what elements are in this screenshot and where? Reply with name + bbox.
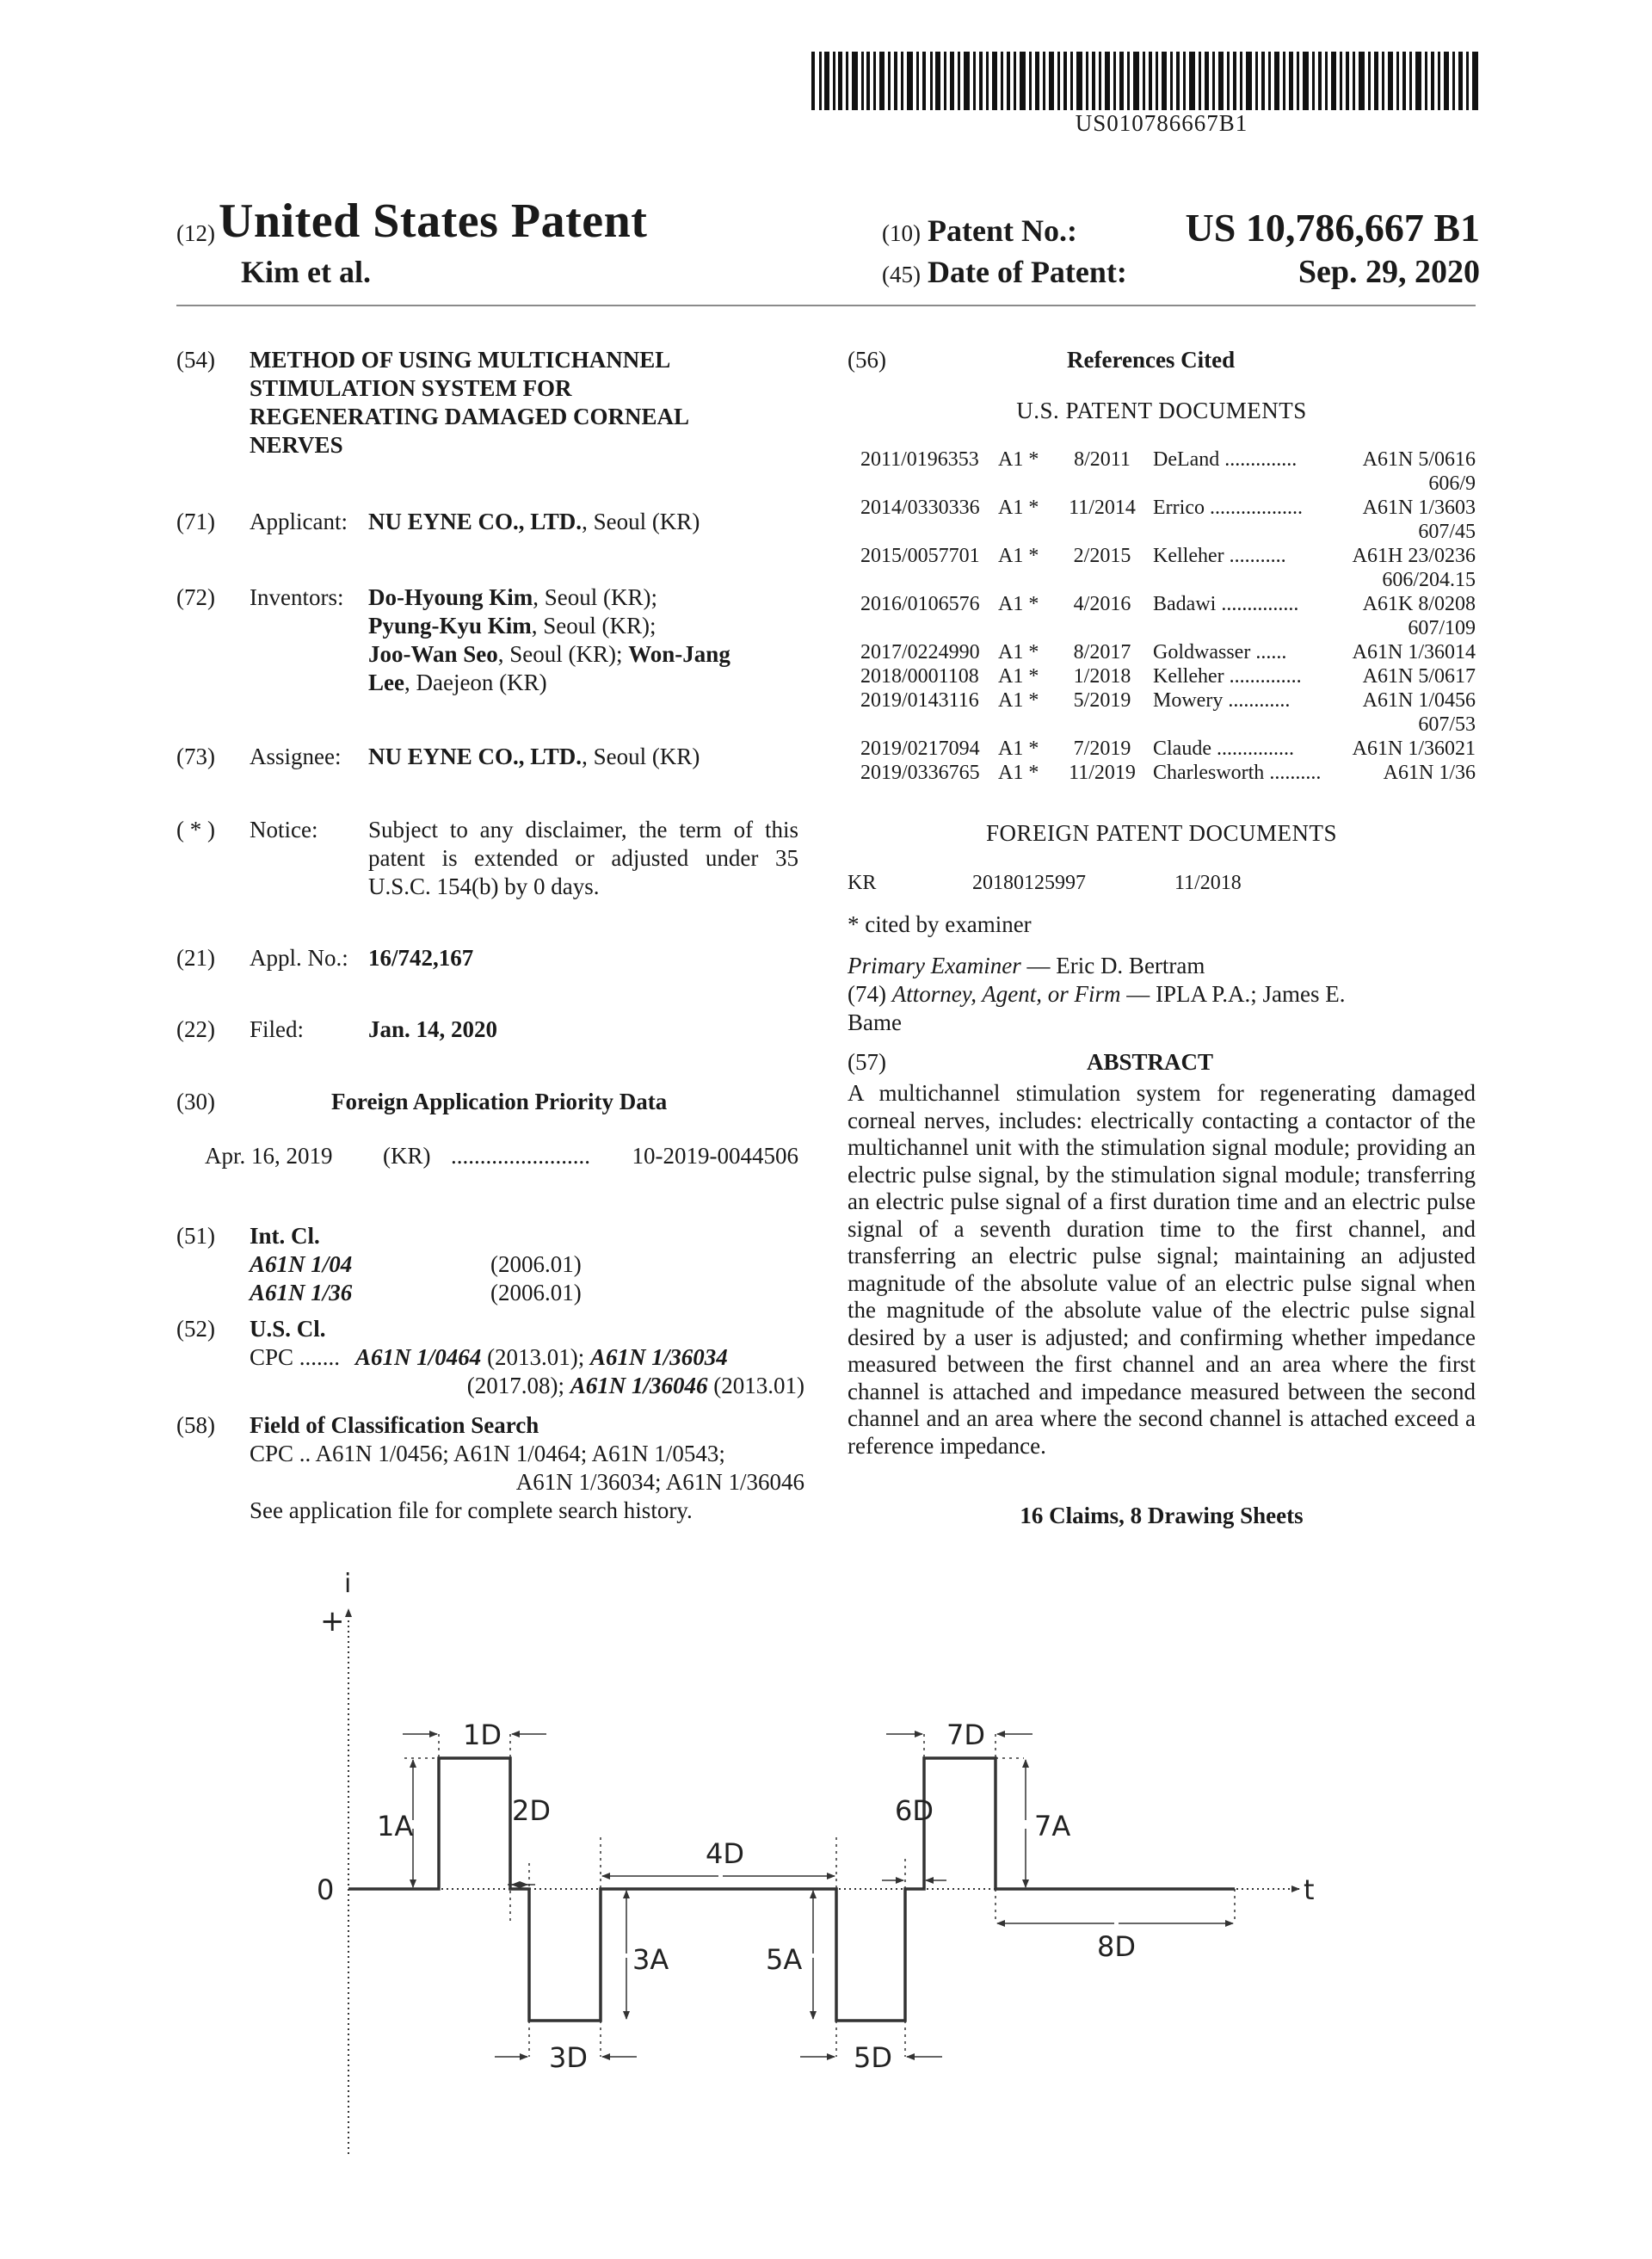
patent-date-label: Date of Patent: [927,255,1127,289]
field-72-inventors: (72) Inventors: Do-Hyoung Kim, Seoul (KR); Pyung-Kyu Kim, Seoul (KR); Joo-Wan Seo, Seoul (KR); Won-Jang Lee, Daejeon (KR) [176,584,730,695]
foreign-reference-row: KR 20180125997 11/2018 [848,872,1242,894]
field-51-int-cl: (51) Int. Cl. A61N 1/04 (2006.01) A61N 1/36 (2006.01) [176,1223,582,1305]
ref-cell: 5/2019 [1073,689,1131,712]
ref-entry: 2014/0330336 A1 * 11/2014 Errico .................. A61N 1/3603 607/45 [860,497,1476,543]
ref-cell [1153,737,1294,761]
table-row [860,761,1476,785]
table-row [860,688,1476,713]
ref-cell: ...... [1255,641,1287,664]
us-patent-documents-heading: U.S. PATENT DOCUMENTS [1016,398,1307,423]
ref-cell: Kelleher [1153,545,1224,567]
field-56-references: (56) References Cited [848,347,1236,373]
abstract-text: A multichannel stimulation system for regenerating damaged corneal nerves, includes: electrically contacting a contactor of the multichannel unit with the stimulation signal module; providing an electric pulse signal, by the stimulation signal module; transferring an electric pulse signal of a first duration time and an electric pulse signal of a seventh duration time to the first channel, and transferring an electric pulse signal; maintaining an adjusted magnitude of the absolute value of an electric pulse signal when the magnitude of the absolute value of the electric pulse signal desired by a user is adjusted; and confirming whether impedance measured between the first channel and an area where the first channel is attached and impedance measured between the second channel and an area where the second channel is attached exceed a reference impedance. [848,1080,1476,1459]
ref-cell: .......... [1269,762,1322,784]
ref-cell: Charlesworth [1153,762,1265,784]
ref-cell: A61N 1/36021 [1352,738,1476,760]
ref-cell: A1 * [998,762,1039,784]
claims-summary: 16 Claims, 8 Drawing Sheets [1020,1503,1304,1528]
ref-cell: 2019/0336765 [860,762,980,784]
plus-sign: + [320,1604,345,1639]
ref-cell: 4/2016 [1073,593,1131,615]
ref-cell: A1 * [998,641,1039,664]
ref-cell [1153,761,1321,785]
table-row [860,737,1476,761]
field-58-search: (58) Field of Classification Search CPC .. A61N 1/0456; A61N 1/0464; A61N 1/0543; A61N 1/36034; A61N 1/36046 See application file for complete search history. [176,1412,804,1523]
ref-cell: 2015/0057701 [860,545,980,567]
us-references-table [860,447,1476,785]
ref-cell: 2011/0196353 [860,448,979,471]
label-7a: 7A [1034,1810,1071,1842]
ref-cell: A61H 23/0236 [1352,545,1476,567]
label-6d: 6D [895,1794,934,1827]
patent-date-row [882,253,1480,291]
inid-code-12: (12) [176,219,215,246]
patent-date: Sep. 29, 2020 [1298,254,1480,290]
ref-cell: 11/2019 [1069,762,1136,784]
ref-cell [1153,737,1476,761]
table-row [860,664,1476,688]
ref-cell: ............ [1228,689,1291,712]
table-row [860,640,1476,664]
field-21-appl-no: (21) Appl. No.: 16/742,167 [176,945,474,971]
ref-cell: A1 * [998,665,1039,688]
ref-cell: Kelleher [1153,665,1224,688]
ref-cell [1153,496,1303,520]
ref-cell: 7/2019 [1073,738,1131,760]
priority-data-row: Apr. 16, 2019 (KR) ........................ 10-2019-0044506 [205,1143,798,1169]
ref-cell [1153,447,1297,472]
patent-number-row [882,205,1480,250]
pulse-waveform [348,1758,1235,2021]
ref-cell: ............... [1221,593,1299,615]
ref-cell: Badawi [1153,593,1217,615]
label-2d: 2D [512,1794,551,1827]
label-7d: 7D [946,1719,985,1751]
ref-cell [1153,664,1476,688]
ref-cell: Claude [1153,738,1211,760]
ref-entry [860,664,1476,688]
ref-cell: A1 * [998,593,1039,615]
ref-cell: A61N 1/36014 [1352,641,1476,664]
ref-cell: A1 * [998,497,1039,519]
table-row [860,592,1476,616]
field-52-us-cl: (52) U.S. Cl. CPC ....... A61N 1/0464 (2013.01); A61N 1/36034 (2017.08); A61N 1/36046 (2013.01) [176,1316,804,1398]
ref-entry: 2019/0143116 A1 * 5/2019 Mowery ............ A61N 1/0456 607/53 [860,689,1476,736]
ref-cell: 2016/0106576 [860,593,980,615]
label-1a: 1A [377,1810,414,1842]
ref-cell: 8/2011 [1074,448,1131,471]
ref-cell: .............. [1229,665,1302,688]
barcode-number: US010786667B1 [1075,110,1248,136]
label-3d: 3D [549,2041,588,2074]
ref-cell: A61N 5/0616 [1362,448,1476,471]
ref-cell: ............... [1216,738,1294,760]
ref-entry: 2016/0106576 A1 * 4/2016 Badawi ............... A61K 8/0208 607/109 [860,593,1476,639]
ref-entry [860,761,1476,785]
label-1d: 1D [463,1719,502,1751]
ref-cell: A61N 1/3603 [1362,497,1476,519]
field-73-assignee: (73) Assignee: NU EYNE CO., LTD., Seoul (KR) [176,744,700,769]
ref-cell: 2019/0217094 [860,738,980,760]
ref-cell: DeLand [1153,448,1220,471]
ref-cell [1153,447,1476,472]
ref-cell: 2/2015 [1073,545,1131,567]
foreign-patent-documents-heading: FOREIGN PATENT DOCUMENTS [985,820,1338,846]
y-axis-label: i [344,1569,352,1599]
field-57-abstract-heading: (57) ABSTRACT [848,1049,1214,1075]
inid-code-45: (45) [882,262,921,287]
ref-cell: A61N 1/36 [1383,762,1476,784]
ref-cell: Mowery [1153,689,1224,712]
field-74-attorney: (74) Attorney, Agent, or Firm — IPLA P.A.; James E. Bame [848,981,1346,1035]
table-row [860,544,1476,568]
ref-entry: 2011/0196353 A1 * 8/2011 DeLand .............. A61N 5/0616 606/9 [860,448,1476,495]
ref-cell: .............. [1224,448,1298,471]
header-divider [176,305,1476,306]
patent-title-heading: United States Patent [218,194,648,248]
ref-cell: 2014/0330336 [860,497,980,519]
ref-cell [1153,592,1476,616]
patent-number-label: Patent No.: [927,213,1077,248]
ref-cell [1153,688,1290,713]
ref-cell: 2018/0001108 [860,665,979,688]
ref-cell: 11/2014 [1069,497,1136,519]
ref-cell: ........... [1229,545,1286,567]
ref-cell: A1 * [998,448,1039,471]
ref-cell: A1 * [998,545,1039,567]
ref-cell [1153,761,1476,785]
table-row [860,496,1476,520]
ref-cell [1153,688,1476,713]
ref-cell [1153,544,1286,568]
ref-cell [1153,640,1476,664]
t-axis-label: t [1304,1873,1315,1906]
table-row [860,447,1476,472]
label-3a: 3A [632,1943,669,1976]
ref-cell: A61N 1/0456 [1362,689,1476,712]
first-inventor: Kim et al. [241,255,371,289]
ref-cell [1153,496,1476,520]
field-30-priority-heading: (30) Foreign Application Priority Data [176,1089,668,1114]
ref-cell: Errico [1153,497,1205,519]
cited-by-examiner: * cited by examiner [848,911,1032,937]
ref-cell: Goldwasser [1153,641,1251,664]
ref-cell: A61N 5/0617 [1362,665,1476,688]
label-5a: 5A [766,1943,803,1976]
ref-cell: 2019/0143116 [860,689,979,712]
ref-entry [860,737,1476,761]
ref-cell [1153,544,1476,568]
ref-entry [860,640,1476,664]
patent-number: US 10,786,667 B1 [1185,206,1480,250]
label-5d: 5D [854,2041,892,2074]
field-71-applicant: (71) Applicant: NU EYNE CO., LTD., Seoul (KR) [176,509,700,534]
ref-cell [1153,664,1302,688]
patent-type-heading [176,194,647,249]
label-4d: 4D [706,1837,744,1870]
primary-examiner: Primary Examiner — Eric D. Bertram [848,953,1205,978]
field-22-filed: (22) Filed: Jan. 14, 2020 [176,1016,498,1042]
pulse-waveform-figure [310,1562,1342,2164]
field-notice: ( * ) Notice: Subject to any disclaimer, the term of this patent is extended or adjusted under 35 U.S.C. 154(b) by 0 days. [176,817,798,899]
ref-cell: 2017/0224990 [860,641,980,664]
ref-cell: A61K 8/0208 [1362,593,1476,615]
ref-cell [1153,592,1298,616]
barcode [811,52,1478,110]
ref-entry: 2015/0057701 A1 * 2/2015 Kelleher ........... A61H 23/0236 606/204.15 [860,545,1476,591]
label-8d: 8D [1097,1930,1136,1963]
ref-cell [1153,640,1286,664]
ref-cell: .................. [1209,497,1303,519]
inid-code-10: (10) [882,220,921,246]
field-54-title: (54) METHOD OF USING MULTICHANNEL STIMULATION SYSTEM FOR REGENERATING DAMAGED CORNEAL NERVES [176,347,690,458]
ref-cell: A1 * [998,738,1039,760]
ref-cell: A1 * [998,689,1039,712]
ref-cell: 8/2017 [1073,641,1131,664]
zero-label: 0 [317,1873,335,1906]
ref-cell: 1/2018 [1073,665,1131,688]
